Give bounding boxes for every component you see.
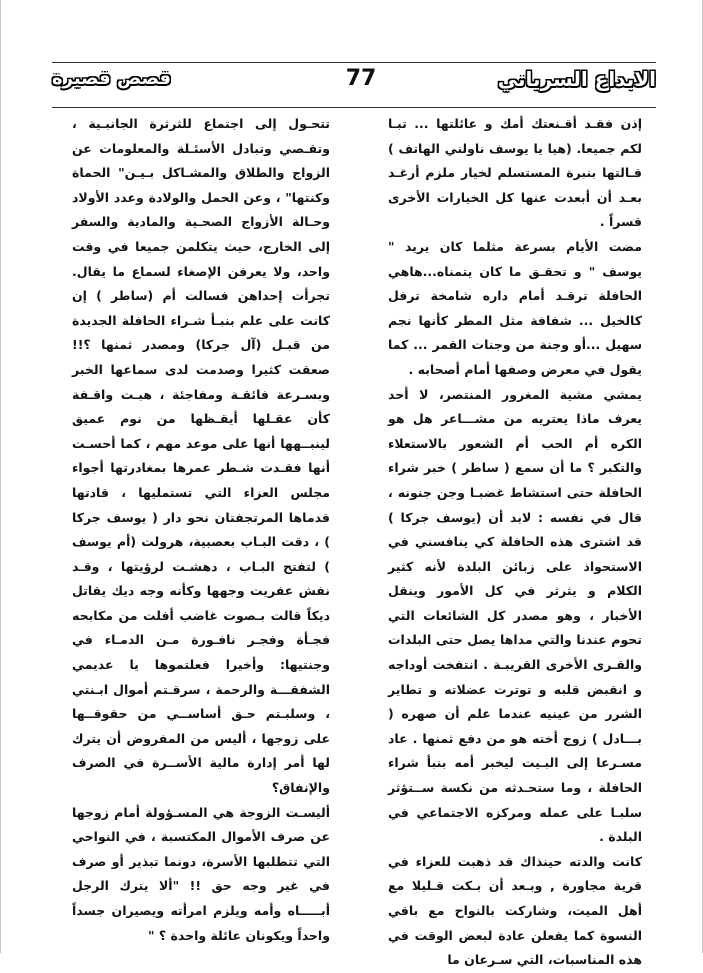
magazine-title: الابداع السرياني bbox=[497, 67, 656, 91]
paragraph: مضت الأيام بسرعة مثلما كان يريد " يوسف " و تحقـق ما كان يتمناه...هاهي الحافلة ترقـد أمام داره شامخة ترفل كالخيل ... شفافة مثل المطر كأنها نجم سهيل ...أو وجنة من وجنات القمر ... كما يقول في معرض وصفها أمام أصحابه . bbox=[388, 238, 642, 377]
paragraph: أليسـت الزوجة هي المسـؤولة أمام زوجها عن صرف الأموال المكتسبة ، في النواحي التي تتطلبها الأسرة، دونما تبذير أو صرف في غير وجه حق !! "ألا يترك الرجل أبـــــاه وأمه ويلزم امرأته ويصيران جسداً واحداً ويكونان عائلة واحدة ؟ " bbox=[72, 804, 330, 943]
paragraph: تتحـول إلى اجتماع للثرثرة الجانبـية ، وتقـصي وتبادل الأسئـلة والمعلومات عن الزواج والطلاق والمشـاكل بـيـن" الحماة وكنتها" ، وعن الحمل والولادة وعدد الأولاد وحـالة الأزواج الصحـية والمادية والسفر إلى الخارج، حيث يتكلمن جميعا في وقت واحد، ولا يعرفن الإصغاء لسماع ما يقال. تجرأت إحداهن فسالت أم (ساطر ) إن كانت على علم بنبـأ شـراء الحافلة الجديدة من قبـل (آل جركا) ومصدر ثمنها ؟!! صعقت كثيرا وصدمت لدى سماعها الخبر وبسـرعة فائقـة ومفاجئة ، هبـت واقـفة كأن عقـلها أيقـظها من نوم عميق لينبــهها أنها على موعد مهم ، كما أحسـت أنها فقـدت شـطر عمرها بمغادرتها أجواء مجلس العزاء التي تستمليها ، قادتها قدماها المرتجفتان نحو دار ( يوسف جركا ) ، دقت البـاب بعصبية، هرولت (أم يوسف ) لتفتح البـاب ، دهشـت لرؤيتها ، وقـد نفش عفريت وجهها وكأنه وجه ديك يقاتل ديكاً قالت بـصوت غاضب أفلت من مكابحه فجـأة وفجـر نافـورة مـن الدمـاء في وجنتيها: وأخيرا فعلتموها يا عديمي الشفقـــة والرحمة ، سرقـتم أموال ابـنتي ، وسلبـتم حـق أساســي من حقوقــها على زوجها ، أليس من المفروض أن يترك لها أمر إدارة مالية الأســرة في الصرف والإنفاق؟ bbox=[72, 116, 330, 796]
section-title: قصص قصيرة bbox=[52, 68, 172, 89]
left-column bbox=[72, 112, 330, 948]
page-number: 77 bbox=[345, 66, 377, 91]
right-column bbox=[388, 112, 642, 973]
page-header bbox=[52, 62, 656, 108]
page-edge-left bbox=[0, 0, 1, 953]
paragraph: كانت والدته حينذاك قد ذهبت للعزاء في قرية مجاورة , وبـعد أن بـكت قـليلا مع أهل الميت، وشاركت بالنواح مع باقي النسوة كما يفعلن عادة لبعض الوقت في هذه المناسبات، التي سـرعان ما bbox=[388, 853, 642, 968]
paragraph: إذن فقـد أقـنعتك أمك و عائلتها ... تبـا لكم جميعا. (هيا يا يوسف ناولني الهاتف ) قـالتها بنبرة المستسلم لخيار ملزم أرغـد بعـد أن أبعدت عنها كل الخيارات الأخرى قسراً . bbox=[388, 116, 642, 230]
paragraph: يمشي مشية المغرور المنتصر، لا أحد يعرف ماذا يعتريه من مشـــاعر هل هو الكره أم الحب أم الشعور بالاستعلاء والتكبر ؟ ما أن سمع ( ساطر ) خبر شراء الحافلة حتى استشاط غضبـا وجن جنونه ، قال في نفسه : لابد أن (يوسف جركا ) قد اشترى هذه الحافلة كي ينافسني في الاستحواذ على زبائن البلدة لأنه كثير الكلام و يثرثر في كل الأمور وينقل الأخبار ، وهو مصدر كل الشائعات التي تحوم عندنا والتي مداها يصل حتى البلدات والقـرى الأخرى القريبـة . انتفخت أوداجه و انقبض قلبه و توترت عضلاته و تطاير الشرر من عينيه عندما علم أن صهره ( بـــادل ) زوج أخته هو من دفع ثمنها . عاد مسـرعا إلى البـيت ليخبر أمه بنبأ شراء الحافلة ، وما ستحـدثه من نكسة ســتؤثر سلبـا على عمله ومركزه الاجتماعي في البلدة . bbox=[388, 386, 642, 845]
